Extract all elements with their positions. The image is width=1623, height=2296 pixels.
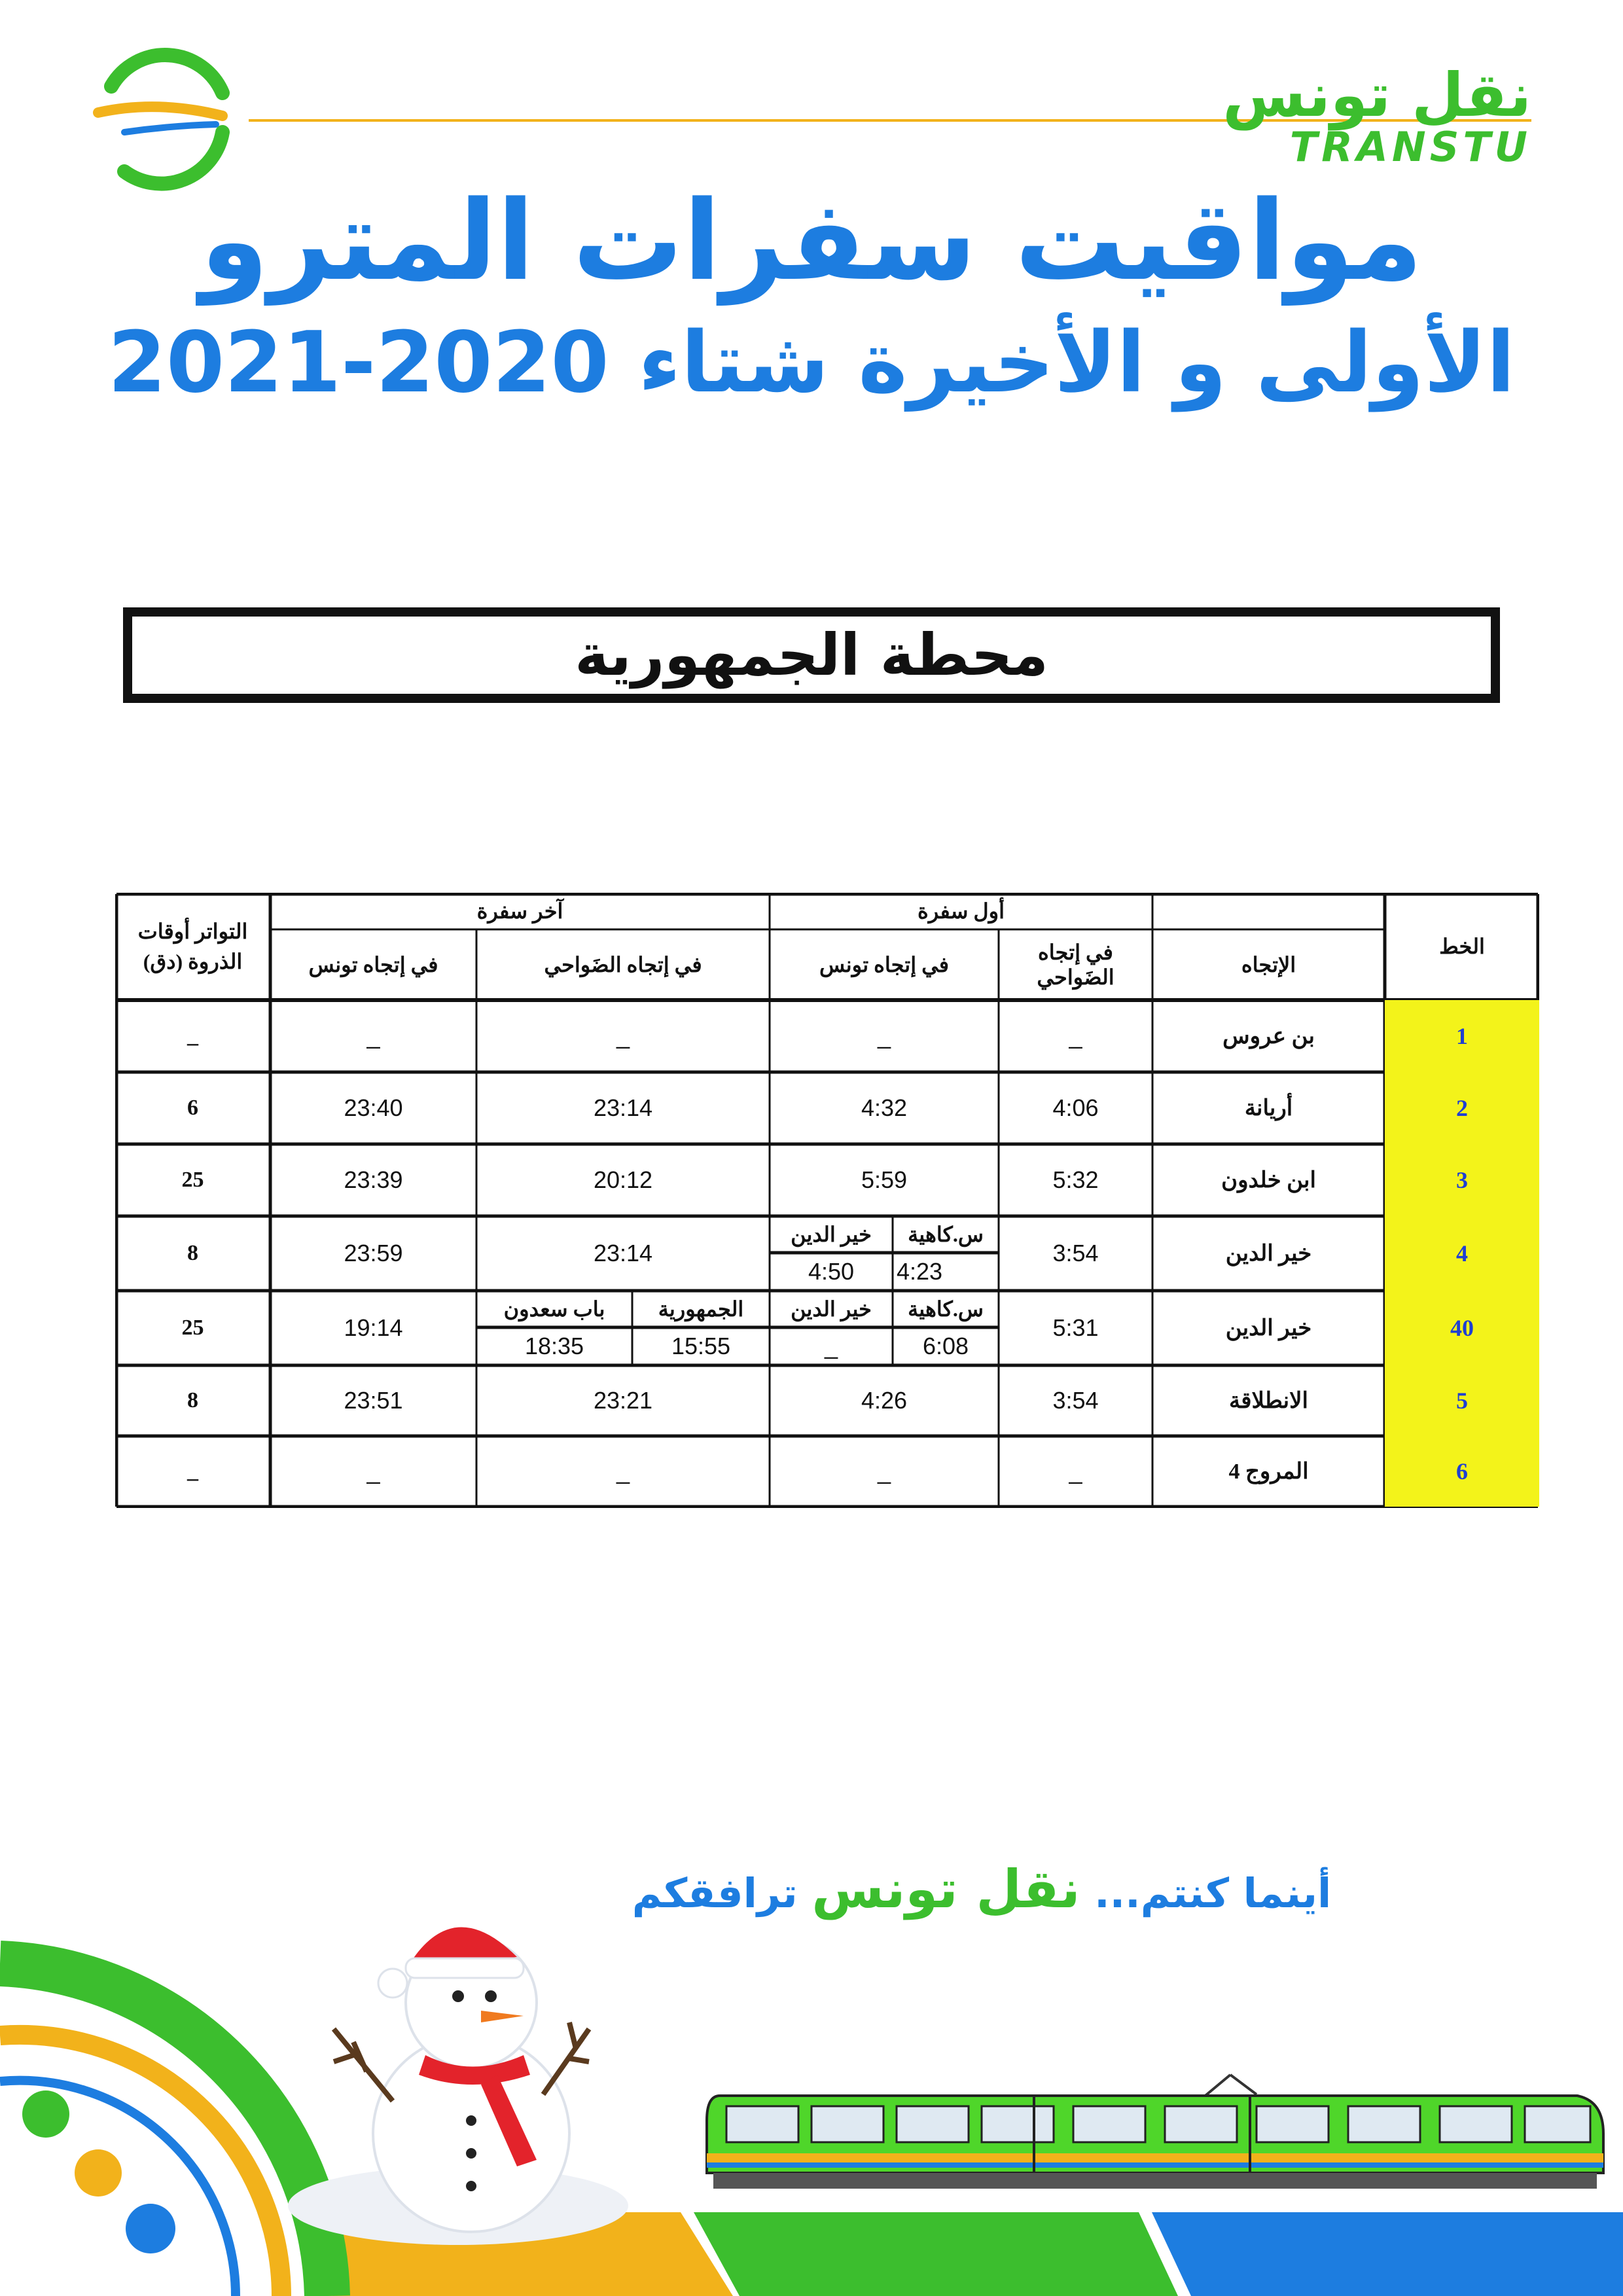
peak-frequency: 25 [181,1316,204,1340]
first-to-suburbs: 4:06 [1052,1094,1099,1121]
direction-name: خير الدين [1225,1242,1312,1266]
direction-name: خير الدين [1225,1316,1312,1340]
first-to-tunis: 5:59 [861,1166,908,1193]
slogan-end: ترافقكم [632,1869,798,1917]
last-to-tunis: 23:39 [344,1166,403,1193]
last-to-tunis: 19:14 [344,1314,403,1341]
station-name: محطة الجمهورية [575,621,1048,689]
split-branch-time: 4:23 [897,1258,943,1285]
last-to-suburbs: _ [616,1458,630,1484]
last-to-suburbs: 23:21 [593,1387,653,1414]
station-banner [123,607,1500,703]
peak-frequency: _ [187,1459,198,1483]
last-to-suburbs: 23:14 [593,1240,653,1266]
line-number: 5 [1385,1365,1539,1436]
brand-name-latin: TRANSTU [1289,123,1531,171]
line-number: 40 [1385,1291,1539,1365]
footer-artwork [0,1898,1623,2296]
line-number: 3 [1385,1144,1539,1216]
split-branch-label: خير الدين [791,1223,872,1246]
split-branch-label: باب سعدون [503,1297,605,1321]
first-to-suburbs: _ [1069,1022,1082,1049]
header-first-trip: أول سفرة [918,899,1005,923]
first-to-suburbs: 5:31 [1052,1314,1099,1341]
direction-name: بن عروس [1222,1024,1315,1049]
last-to-tunis: 23:40 [344,1094,403,1121]
line-number: 6 [1385,1436,1539,1507]
snowman-icon [288,1928,628,2245]
peak-frequency: 6 [187,1096,198,1120]
header-first-to-suburbs: في إتجاه الضَواحي [1037,941,1115,989]
direction-name: المروج 4 [1228,1460,1309,1484]
last-to-suburbs: 23:14 [593,1094,653,1121]
split-branch-time: 6:08 [922,1333,969,1359]
first-to-suburbs: 5:32 [1052,1166,1099,1193]
footer-band-blue [1152,2212,1623,2296]
header-last-trip: آخر سفرة [476,899,563,923]
line-number: 2 [1385,1072,1539,1144]
split-branch-time: 4:50 [808,1258,855,1285]
split-branch-label: خير الدين [791,1297,872,1321]
line-number: 1 [1385,1000,1539,1072]
first-to-suburbs: _ [1069,1458,1082,1484]
footer-band-green [694,2212,1178,2296]
split-branch-time: _ [824,1333,838,1359]
last-to-suburbs: _ [616,1022,630,1049]
first-to-suburbs: 3:54 [1052,1240,1099,1266]
page-title: مواقيت سفرات المترو [200,177,1423,305]
direction-name: الانطلاقة [1229,1389,1308,1413]
last-to-tunis: _ [366,1022,380,1049]
direction-name: أريانة [1244,1096,1293,1121]
line-number: 4 [1385,1216,1539,1291]
split-branch-label: الجمهورية [658,1297,744,1321]
peak-frequency: 8 [187,1388,198,1412]
peak-frequency: _ [187,1024,198,1048]
header-last-to-suburbs: في إتجاه الضَواحي [544,953,702,977]
header-last-to-tunis: في إتجاه تونس [308,953,438,977]
split-branch-time: 15:55 [671,1333,731,1359]
peak-frequency: 8 [187,1241,198,1265]
split-branch-label: س.كاهية [908,1297,984,1321]
split-branch-time: 18:35 [524,1333,584,1359]
transtu-logo-icon [85,47,236,191]
decorative-arcs [0,1964,327,2296]
direction-name: ابن خلدون [1221,1168,1316,1193]
first-to-tunis: 4:26 [861,1387,908,1414]
last-to-tunis: _ [366,1458,380,1484]
last-to-suburbs: 20:12 [593,1166,653,1193]
first-to-tunis: _ [877,1458,891,1484]
last-to-tunis: 23:51 [344,1387,403,1414]
header-direction: الإتجاه [1241,953,1296,977]
header-line: الخط [1439,935,1485,958]
timetable [115,893,1539,1508]
header-peak-frequency: التواتر أوقات الذروة (دق) [137,920,248,973]
tram-icon [707,2075,1603,2189]
first-to-tunis: 4:32 [861,1094,908,1121]
peak-frequency: 25 [181,1168,204,1192]
header-first-to-tunis: في إتجاه تونس [819,953,950,977]
slogan-start: أينما كنتم... [1094,1869,1332,1917]
first-to-suburbs: 3:54 [1052,1387,1099,1414]
brand-name-arabic: نقل تونس [1222,60,1531,130]
split-branch-label: س.كاهية [908,1223,984,1246]
page-subtitle: الأولى و الأخيرة شتاء 2020-2021 [107,314,1516,412]
first-to-tunis: _ [877,1022,891,1049]
last-to-tunis: 23:59 [344,1240,403,1266]
slogan-brand: نقل تونس [812,1859,1080,1920]
